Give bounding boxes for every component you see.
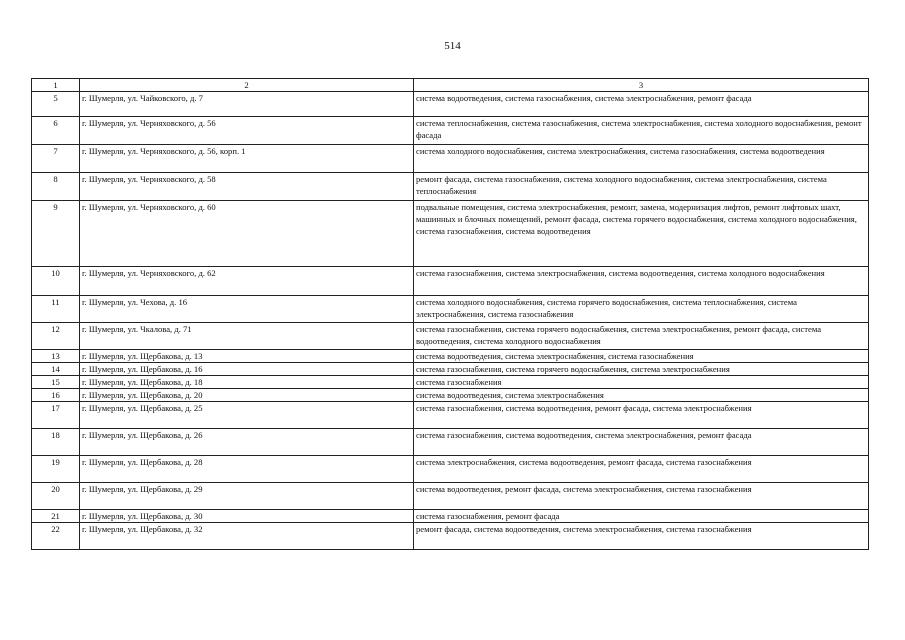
table-row (32, 201, 869, 267)
row-address: г. Шумерля, ул. Щербакова, д. 13 (80, 350, 414, 363)
row-address: г. Шумерля, ул. Щербакова, д. 26 (80, 429, 414, 456)
row-works: система водоотведения, система газоснабжения, система электроснабжения, ремонт фасада (414, 92, 869, 117)
row-address: г. Шумерля, ул. Щербакова, д. 20 (80, 389, 414, 402)
table-row (32, 145, 869, 173)
row-works: система газоснабжения, система электроснабжения, система водоотведения, система холодного водоснабжения (414, 267, 869, 296)
row-works: система газоснабжения (414, 376, 869, 389)
row-number: 11 (32, 296, 80, 323)
row-address: г. Шумерля, ул. Щербакова, д. 18 (80, 376, 414, 389)
row-number: 20 (32, 483, 80, 510)
row-number: 15 (32, 376, 80, 389)
works-table (31, 78, 869, 550)
row-works: система газоснабжения, система водоотведения, ремонт фасада, система электроснабжения (414, 402, 869, 429)
table-row (32, 429, 869, 456)
row-number: 16 (32, 389, 80, 402)
row-address: г. Шумерля, ул. Черняховского, д. 56 (80, 117, 414, 145)
row-address: г. Шумерля, ул. Черняховского, д. 62 (80, 267, 414, 296)
row-address: г. Шумерля, ул. Щербакова, д. 29 (80, 483, 414, 510)
row-works: система водоотведения, система электроснабжения (414, 389, 869, 402)
row-works: система холодного водоснабжения, система горячего водоснабжения, система теплоснабжения, система электроснабжения, система газоснабжения (414, 296, 869, 323)
table-row (32, 402, 869, 429)
table-row (32, 92, 869, 117)
header-cell-2: 2 (80, 79, 414, 92)
table-row (32, 523, 869, 550)
row-address: г. Шумерля, ул. Щербакова, д. 32 (80, 523, 414, 550)
row-works: система электроснабжения, система водоотведения, ремонт фасада, система газоснабжения (414, 456, 869, 483)
row-works: система газоснабжения, система горячего водоснабжения, система электроснабжения, ремонт фасада, система водоотведения, система холодного водоснабжения (414, 323, 869, 350)
row-number: 10 (32, 267, 80, 296)
header-cell-3: 3 (414, 79, 869, 92)
header-cell-1: 1 (32, 79, 80, 92)
row-number: 19 (32, 456, 80, 483)
row-number: 9 (32, 201, 80, 267)
row-address: г. Шумерля, ул. Щербакова, д. 16 (80, 363, 414, 376)
row-number: 5 (32, 92, 80, 117)
row-number: 18 (32, 429, 80, 456)
table-row (32, 267, 869, 296)
row-works: ремонт фасада, система газоснабжения, система холодного водоснабжения, система электроснабжения, система теплоснабжения (414, 173, 869, 201)
row-number: 17 (32, 402, 80, 429)
row-address: г. Шумерля, ул. Щербакова, д. 25 (80, 402, 414, 429)
table-row (32, 510, 869, 523)
row-number: 8 (32, 173, 80, 201)
table-row (32, 296, 869, 323)
row-works: система газоснабжения, ремонт фасада (414, 510, 869, 523)
row-number: 22 (32, 523, 80, 550)
row-address: г. Шумерля, ул. Чехова, д. 16 (80, 296, 414, 323)
row-works: система газоснабжения, система горячего водоснабжения, система электроснабжения (414, 363, 869, 376)
table-row (32, 389, 869, 402)
row-number: 7 (32, 145, 80, 173)
row-number: 14 (32, 363, 80, 376)
table-row (32, 456, 869, 483)
table-row (32, 173, 869, 201)
row-works: ремонт фасада, система водоотведения, система электроснабжения, система газоснабжения (414, 523, 869, 550)
row-number: 13 (32, 350, 80, 363)
row-number: 21 (32, 510, 80, 523)
row-number: 12 (32, 323, 80, 350)
row-address: г. Шумерля, ул. Щербакова, д. 30 (80, 510, 414, 523)
table-row (32, 117, 869, 145)
table-row (32, 323, 869, 350)
table-row (32, 483, 869, 510)
page-number: 514 (444, 40, 461, 52)
row-works: система теплоснабжения, система газоснабжения, система электроснабжения, система холодного водоснабжения, ремонт фасада (414, 117, 869, 145)
table-row (32, 376, 869, 389)
row-address: г. Шумерля, ул. Чайковского, д. 7 (80, 92, 414, 117)
table-row (32, 363, 869, 376)
row-address: г. Шумерля, ул. Черняховского, д. 58 (80, 173, 414, 201)
row-works: система холодного водоснабжения, система электроснабжения, система газоснабжения, система водоотведения (414, 145, 869, 173)
row-works: система газоснабжения, система водоотведения, система электроснабжения, ремонт фасада (414, 429, 869, 456)
table-header-row (32, 79, 869, 92)
row-works: подвальные помещения, система электроснабжения, ремонт, замена, модернизация лифтов, ремонт лифтовых шахт, машинных и блочных помещений, ремонт фасада, система горячего водоснабжения, система холодного водоснабжения, система газоснабжения, система водоотведения (414, 201, 869, 267)
row-address: г. Шумерля, ул. Чкалова, д. 71 (80, 323, 414, 350)
row-address: г. Шумерля, ул. Черняховского, д. 56, корп. 1 (80, 145, 414, 173)
table-row (32, 350, 869, 363)
row-works: система водоотведения, система электроснабжения, система газоснабжения (414, 350, 869, 363)
row-address: г. Шумерля, ул. Черняховского, д. 60 (80, 201, 414, 267)
row-address: г. Шумерля, ул. Щербакова, д. 28 (80, 456, 414, 483)
row-works: система водоотведения, ремонт фасада, система электроснабжения, система газоснабжения (414, 483, 869, 510)
row-number: 6 (32, 117, 80, 145)
